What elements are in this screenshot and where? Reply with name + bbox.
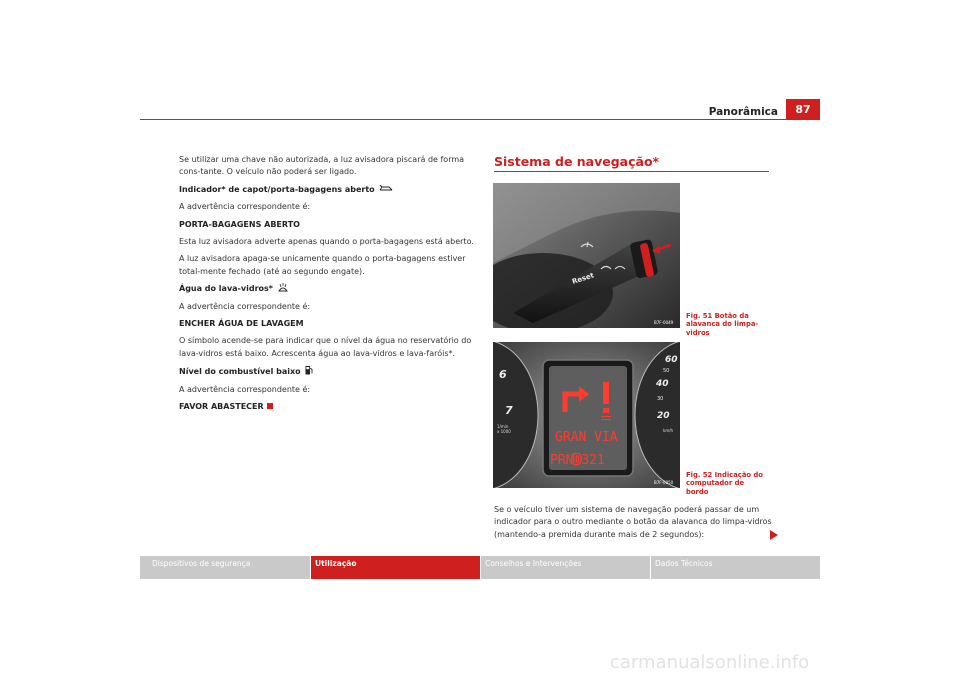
image-code-label: B7F-0050 [654, 480, 674, 485]
page-number: 87 [786, 99, 820, 120]
end-of-section-marker [267, 403, 273, 409]
page-header-title: Panorâmica [708, 106, 778, 118]
paragraph: A luz avisadora apaga-se unicamente quando o porta-bagagens estiver total-mente fechado (até ao segundo engate). [179, 254, 466, 276]
display-gear-row [550, 453, 605, 468]
footer-tab-usage[interactable]: Utilização [311, 556, 480, 579]
tach-number-7: 7 [505, 404, 513, 417]
figure-wiper-stalk [493, 183, 680, 328]
footer-tab-technical-data[interactable]: Dados Técnicos [655, 559, 713, 568]
continue-arrow-icon [770, 530, 778, 540]
paragraph: Esta luz avisadora adverte apenas quando o porta-bagagens está aberto. [179, 237, 474, 247]
watermark: carmanualsonline.info [610, 652, 810, 673]
tach-unit-1: 1/min [497, 424, 509, 429]
speed-unit: km/h [663, 428, 674, 433]
warning-message: PORTA-BAGAGENS ABERTO [179, 219, 300, 229]
footer-nav [140, 556, 820, 579]
subheading-washer-fluid: Água do lava-vidros* [179, 283, 477, 295]
display-street-name: GRAN VIA [555, 430, 618, 445]
tach-unit-2: x 1000 [497, 429, 511, 434]
speed-number-20: 20 [657, 411, 670, 421]
speed-number-60: 60 [665, 355, 678, 365]
header-rule [140, 119, 820, 120]
washer-fluid-icon [278, 283, 288, 292]
speed-number-40: 40 [656, 379, 669, 389]
left-column [179, 154, 477, 419]
paragraph: A advertência correspondente é: [179, 301, 311, 311]
footer-tab-tips[interactable]: Conselhos e Intervenções [485, 559, 582, 568]
figure-onboard-display [493, 342, 680, 488]
figure-51-caption: Fig. 51 Botão da alavanca do limpa-vidros [686, 312, 759, 337]
speed-number-30: 30 [657, 396, 664, 402]
section-rule [494, 171, 769, 172]
speed-number-50: 50 [663, 368, 670, 374]
tach-number-6: 6 [499, 368, 507, 381]
gear-prefix: PRN [550, 453, 574, 468]
subheading-fuel-low: Nível do combustível baixo [179, 365, 477, 378]
fuel-pump-icon [305, 365, 313, 375]
reset-button-label: Reset [571, 271, 595, 286]
image-code-label: B7F-0049 [654, 320, 674, 325]
warning-message: ENCHER ÁGUA DE LAVAGEM [179, 319, 304, 329]
gear-selected: D [573, 453, 582, 468]
gear-suffix: 321 [581, 453, 605, 468]
warning-message-fuel: FAVOR ABASTECER [179, 401, 477, 413]
paragraph: A advertência correspondente é: [179, 202, 311, 212]
navigation-paragraph: Se o veículo tiver um sistema de navegação poderá passar de um indicador para o outro mediante o botão da alavanca do limpa-vidros (mantendo-a premida durante mais de 2 segundos): [494, 505, 772, 539]
figure-52-caption: Fig. 52 Indicação do computador de bordo [686, 471, 763, 496]
footer-tab-safety[interactable]: Dispositivos de segurança [152, 559, 251, 568]
paragraph: Se utilizar uma chave não autorizada, a luz avisadora piscará de forma cons-tante. O veículo não poderá ser ligado. [179, 155, 465, 177]
paragraph: O símbolo acende-se para indicar que o nível da água no reservatório do lava-vidros está baixo. Acrescenta água ao lava-vidros e lava-faróis*. [179, 336, 472, 358]
section-title: Sistema de navegação* [494, 154, 660, 169]
subheading-bonnet-indicator: Indicador* de capot/porta-bagagens aberto [179, 184, 477, 196]
paragraph: A advertência correspondente é: [179, 384, 311, 394]
open-car-icon [379, 185, 393, 192]
